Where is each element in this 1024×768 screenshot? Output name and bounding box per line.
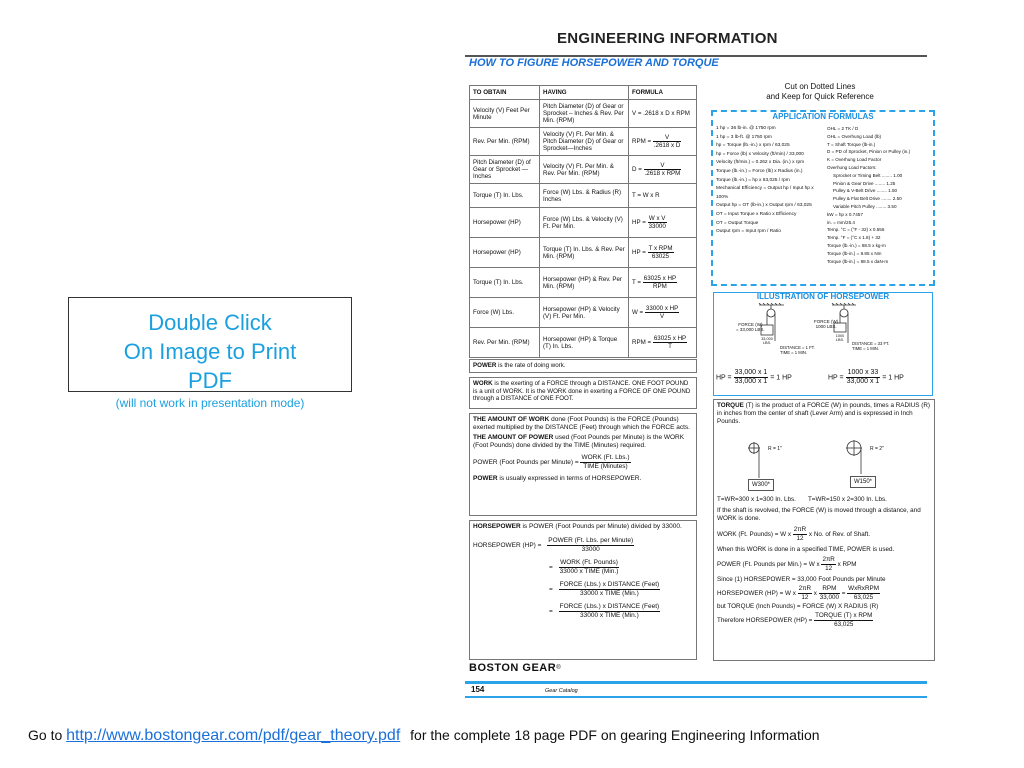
numerator: WORK (Ft. Pounds) <box>560 559 618 566</box>
numerator: W x V <box>648 215 666 222</box>
app-formula-line: OT = Input Torque x Ratio x Efficiency <box>716 211 797 217</box>
formula-fraction <box>648 245 674 260</box>
weight-box-1: W300* <box>748 479 774 491</box>
left-force-label-2: = 33,000 LBS. <box>736 327 765 332</box>
formula-fraction <box>645 305 679 320</box>
app-formula-line: Output rpm = Input rpm / Ratio <box>716 229 781 235</box>
app-formula-line: Pinion & Gear Drive ........ 1.25 <box>833 180 896 186</box>
cell-having: Horsepower (HP) & Torque (T) In. Lbs. <box>540 328 629 358</box>
registered-mark: ® <box>556 665 561 671</box>
cut-note-line-2: and Keep for Quick Reference <box>766 92 874 101</box>
denominator: 12 <box>825 565 833 572</box>
table-row <box>470 298 697 328</box>
table-row <box>470 156 697 184</box>
cell-obtain: Rev. Per Min. (RPM) <box>470 328 540 358</box>
work-equation <box>717 526 933 543</box>
app-formula-line: Mechanical Efficiency = Output hp / Input hp x 100% <box>716 186 814 200</box>
hp-equation-torque <box>717 585 933 602</box>
hp-eq4-fraction <box>559 603 661 620</box>
left-distance: DISTANCE = 1 FT. <box>780 345 815 350</box>
denominator: 33,000 x 1 <box>846 378 880 385</box>
app-formula-line: 1 hp = 36 lb-in. @ 1750 rpm <box>716 126 776 131</box>
power2-eq-lhs: POWER (Ft. Pounds per Min.) = W x <box>717 561 820 569</box>
hp-definition <box>473 523 693 531</box>
power-equation <box>473 454 693 471</box>
work-definition-box <box>469 377 697 409</box>
table-row <box>470 128 697 156</box>
cell-obtain: Torque (T) In. Lbs. <box>470 184 540 208</box>
app-formula-line: D = PD of Sprocket, Pinion or Pulley (in.) <box>827 149 911 155</box>
app-formula-line: Sprocket or Timing Belt ........ 1.00 <box>833 172 903 178</box>
eq-right-rhs: = 1 HP <box>882 374 904 382</box>
app-formula-line: Overhung Load Factors: <box>827 164 877 170</box>
power-eq-lhs: POWER (Foot Pounds per Minute) = <box>473 459 579 467</box>
cell-formula <box>629 238 697 268</box>
app-formula-line: kW = hp x 0.7457 <box>827 211 863 217</box>
formula-lhs: T = <box>632 279 642 287</box>
cut-note <box>755 82 885 102</box>
illustration-box <box>713 292 933 396</box>
times-sign: x <box>813 590 817 598</box>
application-formulas-box <box>711 110 935 286</box>
numerator: WORK (Ft. Lbs.) <box>581 454 630 461</box>
formula-lhs: HP = <box>632 249 646 257</box>
numerator: 63025 x HP <box>643 275 677 282</box>
numerator: 33,000 x 1 <box>734 369 768 376</box>
denominator: 33000 <box>648 223 666 230</box>
amount-power-para <box>473 434 693 450</box>
app-formula-line: Pulley & Flat Belt Drive ........ 2.50 <box>833 196 902 202</box>
hp-equation-1 <box>473 537 693 554</box>
power-equation-2 <box>717 556 933 573</box>
left-force-label-1: FORCE (W) <box>738 322 763 327</box>
denominator: T <box>668 343 672 350</box>
app-formula-line: Velocity (ft/min.) = 0.262 x Dia. (in.) x rpm <box>716 160 805 166</box>
cell-having: Force (W) Lbs. & Radius (R) Inches <box>540 184 629 208</box>
cell-formula <box>629 298 697 328</box>
therefore-equation <box>717 612 933 629</box>
torque-definition <box>717 402 931 426</box>
table-row <box>470 238 697 268</box>
cell-having: Velocity (V) Ft. Per Min. & Rev. Per Min. (RPM) <box>540 156 629 184</box>
print-line-1: Double Click <box>148 310 272 335</box>
cell-formula <box>629 128 697 156</box>
denominator: 33,000 x 1 <box>734 378 768 385</box>
app-formula-line: Torque (lb.-in.) = 88.5 x kg-m <box>827 242 886 248</box>
page-number: 154 <box>471 685 485 694</box>
formula-lhs: W = <box>632 309 644 317</box>
numerator: WxRxRPM <box>848 585 879 592</box>
cell-formula: V = .2618 x D x RPM <box>629 100 697 128</box>
right-force-label-2: 1000 LBS. <box>815 324 837 329</box>
bottom-suffix: for the complete 18 page PDF on gearing Engineering Information <box>410 727 820 743</box>
illustration-eq-right <box>828 369 904 386</box>
cell-having: Velocity (V) Ft. Per Min. & Pitch Diameter (D) of Gear or Sprocket—Inches <box>540 128 629 156</box>
power-eq-fraction <box>580 454 630 471</box>
denominator: 33000 x TIME (Min.) <box>559 568 619 575</box>
numerator: 63025 x HP <box>653 335 687 342</box>
eq-right-lhs: HP = <box>828 374 844 382</box>
formula-fraction <box>643 275 677 290</box>
torque-box <box>713 399 935 661</box>
cell-obtain: Horsepower (HP) <box>470 208 540 238</box>
numerator: 1000 x 33 <box>847 369 879 376</box>
app-formula-line: Torque (lb-in.) = 88.5 x daN-m <box>827 258 889 264</box>
denominator: 63,025 <box>853 594 874 601</box>
formula-fraction <box>644 162 682 177</box>
illustration-title: ILLUSTRATION OF HORSEPOWER <box>756 292 890 301</box>
right-distance: DISTANCE = 33 FT. <box>852 341 890 346</box>
denominator: 33000 <box>581 546 600 553</box>
app-formula-line: Temp. °C = (°F - 32) x 0.556 <box>827 227 885 233</box>
equals-sign: = <box>549 608 553 616</box>
torque-text: (T) is the product of a FORCE (W) in pounds, times a RADIUS (R) in inches from the center of shaft (Lever Arm) and is expressed in Inch Pounds. <box>717 402 930 425</box>
torque-term: TORQUE <box>717 402 744 409</box>
right-weight: 1000 LBS. <box>835 334 845 342</box>
numerator: RPM <box>819 585 840 594</box>
boston-gear-logo <box>469 662 561 674</box>
power-expressed-para <box>473 475 693 483</box>
numerator: V <box>653 134 681 142</box>
table-row <box>470 100 697 128</box>
cell-formula <box>629 328 697 358</box>
col-header-formula: FORMULA <box>629 86 697 100</box>
eq-left-rhs: = 1 HP <box>770 374 792 382</box>
torque-body <box>717 496 933 629</box>
page-subtitle: HOW TO FIGURE HORSEPOWER AND TORQUE <box>469 57 719 69</box>
app-formulas-left <box>716 125 824 237</box>
table-row <box>470 208 697 238</box>
app-formula-line: Output hp = OT (lb-in.) x Output rpm / 63,025 <box>716 203 812 209</box>
footer-blue-rule-bottom <box>465 696 927 698</box>
torque-eq-row <box>717 496 933 504</box>
torque-para-4: Since (1) HORSEPOWER = 33,000 Foot Pounds per Minute <box>717 576 886 583</box>
denominator: 33,000 <box>819 594 839 601</box>
amount-power-text: used (Foot Pounds per Minute) is the WORK (Foot Pounds) done divided by the TIME (Minutes) required. <box>473 434 685 449</box>
app-formulas-right <box>827 125 933 265</box>
cell-having: Torque (T) In. Lbs. & Rev. Per Min. (RPM) <box>540 238 629 268</box>
col-header-having: HAVING <box>540 86 629 100</box>
print-line-2: On Image to Print <box>123 339 297 364</box>
denominator: 63,025 <box>834 621 854 628</box>
equals-sign: = <box>549 564 553 572</box>
app-formula-line: Torque (lb.-in.) = hp x 63,025 / rpm <box>716 177 790 183</box>
app-formula-line: Torque (lb-in.) = 8.85 x Nm <box>827 250 882 256</box>
torque-para-3: When this WORK is done in a specified TIME, POWER is used. <box>717 546 895 553</box>
work-term: WORK <box>473 380 493 387</box>
right-force-label-1: FORCE (W) <box>814 319 839 324</box>
torque-eq-a: T=WR=300 x 1=300 In. Lbs. <box>717 496 796 503</box>
app-formula-line: in. = mm/25.4 <box>827 219 855 225</box>
formula-lhs: RPM = <box>632 138 652 146</box>
right-time: TIME = 1 MIN. <box>852 346 880 351</box>
app-formula-line: OT = Output Torque <box>716 220 759 226</box>
numerator: POWER (Ft. Lbs. per Minute) <box>548 537 634 544</box>
table-row <box>470 328 697 358</box>
left-time: TIME = 1 MIN. <box>780 350 808 355</box>
table-row <box>470 268 697 298</box>
page-title: ENGINEERING INFORMATION <box>557 30 778 47</box>
app-formula-line: hp = Force (lb) x Velocity (ft/min) / 33,000 <box>716 151 804 157</box>
print-note: (will not work in presentation mode) <box>115 396 305 410</box>
denominator: 12 <box>801 594 809 601</box>
engineering-info-page[interactable] <box>465 30 930 698</box>
formula-lhs: HP = <box>632 219 646 227</box>
catalog-label: Gear Catalog <box>545 688 578 694</box>
cell-formula <box>629 268 697 298</box>
hp-eq1-fraction <box>547 537 634 554</box>
torque-para-2: If the shaft is revolved, the FORCE (W) is moved through a distance, and WORK is done. <box>717 507 921 522</box>
illustration-eq-left <box>716 369 792 386</box>
horsepower-box <box>469 520 697 660</box>
formula-fraction <box>653 335 687 350</box>
cell-obtain: Horsepower (HP) <box>470 238 540 268</box>
power2-eq-rhs: x RPM <box>837 561 857 569</box>
torque-para-5: but TORQUE (Inch Pounds) = FORCE (W) X RADIUS (R) <box>717 603 879 610</box>
app-formula-line: OHL = 2 TK / D <box>827 126 859 131</box>
hp-t-fraction-3 <box>847 585 880 602</box>
hp-t-fraction-2 <box>819 585 840 602</box>
numerator: 2πR <box>822 556 835 563</box>
right-force-label <box>814 319 838 329</box>
app-formula-line: Temp. °F = (°C x 1.8) + 32 <box>827 235 881 241</box>
numerator: FORCE (Lbs.) x DISTANCE (Feet) <box>559 603 660 610</box>
formula-fraction <box>653 134 681 149</box>
formula-fraction <box>648 215 667 230</box>
equals-sign: = <box>549 586 553 594</box>
cell-obtain: Velocity (V) Feet Per Minute <box>470 100 540 128</box>
cell-obtain: Rev. Per Min. (RPM) <box>470 128 540 156</box>
bottom-prefix: Go to <box>28 727 63 743</box>
app-formula-line: hp = Torque (lb.-in.) x rpm / 63,025 <box>716 143 790 149</box>
app-formula-line: Torque (lb.-in.) = Force (lb) x Radius (in.) <box>716 168 803 174</box>
formula-lhs: D = <box>632 166 642 174</box>
denominator: 33000 x TIME (Min.) <box>580 612 639 619</box>
numerator: FORCE (Lbs.) x DISTANCE (Feet) <box>559 581 660 588</box>
cut-note-line-1: Cut on Dotted Lines <box>784 82 856 91</box>
numerator: T x RPM <box>648 245 673 252</box>
denominator: V <box>660 313 665 320</box>
col-header-obtain: TO OBTAIN <box>470 86 540 100</box>
denominator: 12 <box>796 535 804 542</box>
hp-term: HORSEPOWER <box>473 523 521 530</box>
bottom-link-line <box>28 727 820 745</box>
left-force-label <box>736 322 765 332</box>
equals-sign: = <box>841 590 846 598</box>
cell-having: Pitch Diameter (D) of Gear or Sprocket – Inches & Rev. Per Min. (RPM) <box>540 100 629 128</box>
left-distance-time <box>780 345 815 355</box>
hp-eq3-fraction <box>559 581 661 598</box>
table-row <box>470 184 697 208</box>
eq-left-lhs: HP = <box>716 374 732 382</box>
app-formula-line: Variable Pitch Pulley ........ 3.50 <box>833 203 897 209</box>
hp-equation-2 <box>473 559 693 576</box>
hp-equation-4 <box>473 603 693 620</box>
work-eq-lhs: WORK (Ft. Pounds) = W x <box>717 531 792 539</box>
numerator: 2πR <box>793 526 807 533</box>
cell-obtain: Torque (T) In. Lbs. <box>470 268 540 298</box>
amount-work-text: done (Foot Pounds) is the FORCE (Pounds) exerted multiplied by the DISTANCE (Feet) through which the FORCE acts. <box>473 416 690 431</box>
denominator: RPM <box>653 283 667 290</box>
denominator: 63025 <box>651 253 670 260</box>
app-formula-line: Pulley & V-Belt Drive ........ 1.50 <box>833 188 898 194</box>
power-expressed-term: POWER <box>473 475 498 482</box>
denominator: TIME (Minutes) <box>583 463 628 470</box>
illustration-drawing <box>714 303 932 365</box>
denominator: .2618 x D <box>653 142 681 149</box>
print-line-3: PDF <box>188 368 232 393</box>
cell-having: Horsepower (HP) & Rev. Per Min. (RPM) <box>540 268 629 298</box>
cell-obtain: Force (W) Lbs. <box>470 298 540 328</box>
work-eq-fraction <box>793 526 807 543</box>
eq-right-fraction <box>846 369 881 386</box>
amount-box <box>469 413 697 516</box>
numerator: 2πR <box>798 585 812 592</box>
amount-power-term: THE AMOUNT OF POWER <box>473 434 554 441</box>
eq-left-fraction <box>734 369 769 386</box>
work-text: is the exerting of a FORCE through a DISTANCE. ONE FOOT POUND is a unit of WORK. It is the WORK done in exerting a FORCE OF ONE POUND through a DISTANCE of ONE FOOT. <box>473 380 691 402</box>
numerator: V <box>644 162 682 170</box>
app-formula-line: 1 hp = 3 lb-ft. @ 1750 rpm <box>716 134 772 140</box>
hp-eq2-fraction <box>559 559 620 576</box>
power2-eq-fraction <box>821 556 835 573</box>
cell-having: Horsepower (HP) & Velocity (V) Ft. Per Min. <box>540 298 629 328</box>
hp-text: is POWER (Foot Pounds per Minute) divided by 33000. <box>522 523 682 530</box>
cell-having: Force (W) Lbs. & Velocity (V) Ft. Per Min. <box>540 208 629 238</box>
power-text: is the rate of doing work. <box>498 362 566 369</box>
hp-t-fraction-1 <box>798 585 812 602</box>
app-formula-line: K = Overhung Load Factor <box>827 157 882 163</box>
torque-eq-b: T=WR=150 x 2=300 In. Lbs. <box>807 496 887 503</box>
right-distance-time <box>852 341 889 351</box>
formula-table <box>469 85 697 358</box>
amount-work-term: THE AMOUNT OF WORK <box>473 416 550 423</box>
power-term: POWER <box>473 362 497 369</box>
power-definition-box <box>469 359 697 373</box>
footer-blue-rule <box>465 681 927 684</box>
weight-box-2: W150* <box>850 476 876 488</box>
power-expressed-text: is usually expressed in terms of HORSEPOWER. <box>499 475 642 482</box>
numerator: 33000 x HP <box>645 305 679 312</box>
therefore-lhs: Therefore HORSEPOWER (HP) = <box>717 617 813 625</box>
hp-equation-3 <box>473 581 693 598</box>
application-formulas-title: APPLICATION FORMULAS <box>772 112 874 121</box>
amount-work-para <box>473 416 693 432</box>
denominator: 33000 x TIME (Min.) <box>580 590 639 597</box>
cell-formula <box>629 156 697 184</box>
torque-drawing <box>714 434 932 492</box>
hp-eq-lhs: HORSEPOWER (HP) = <box>473 542 542 550</box>
formula-lhs: RPM = <box>632 339 652 347</box>
radius-1: R = 1" <box>768 446 782 452</box>
print-instruction-box[interactable] <box>68 297 352 410</box>
work-eq-rhs: x No. of Rev. of Shaft. <box>808 531 871 539</box>
gear-theory-pdf-link[interactable]: http://www.bostongear.com/pdf/gear_theory.pdf <box>66 727 401 744</box>
cell-obtain: Pitch Diameter (D) of Gear or Sprocket — Inches <box>470 156 540 184</box>
app-formula-line: T = Shaft Torque (lb-in.) <box>827 141 876 147</box>
brand-name: BOSTON GEAR <box>469 662 557 674</box>
cell-formula <box>629 208 697 238</box>
left-weight: 33,000 LBS. <box>761 337 773 345</box>
denominator: .2618 x RPM <box>644 170 681 177</box>
cell-formula: T = W x R <box>629 184 697 208</box>
hp-t-eq-lhs: HORSEPOWER (HP) = W x <box>717 590 796 598</box>
therefore-fraction <box>814 612 873 629</box>
app-formula-line: OHL = Overhung Load (lb) <box>827 133 882 139</box>
numerator: TORQUE (T) x RPM <box>815 612 873 619</box>
radius-2: R = 2" <box>870 446 884 452</box>
